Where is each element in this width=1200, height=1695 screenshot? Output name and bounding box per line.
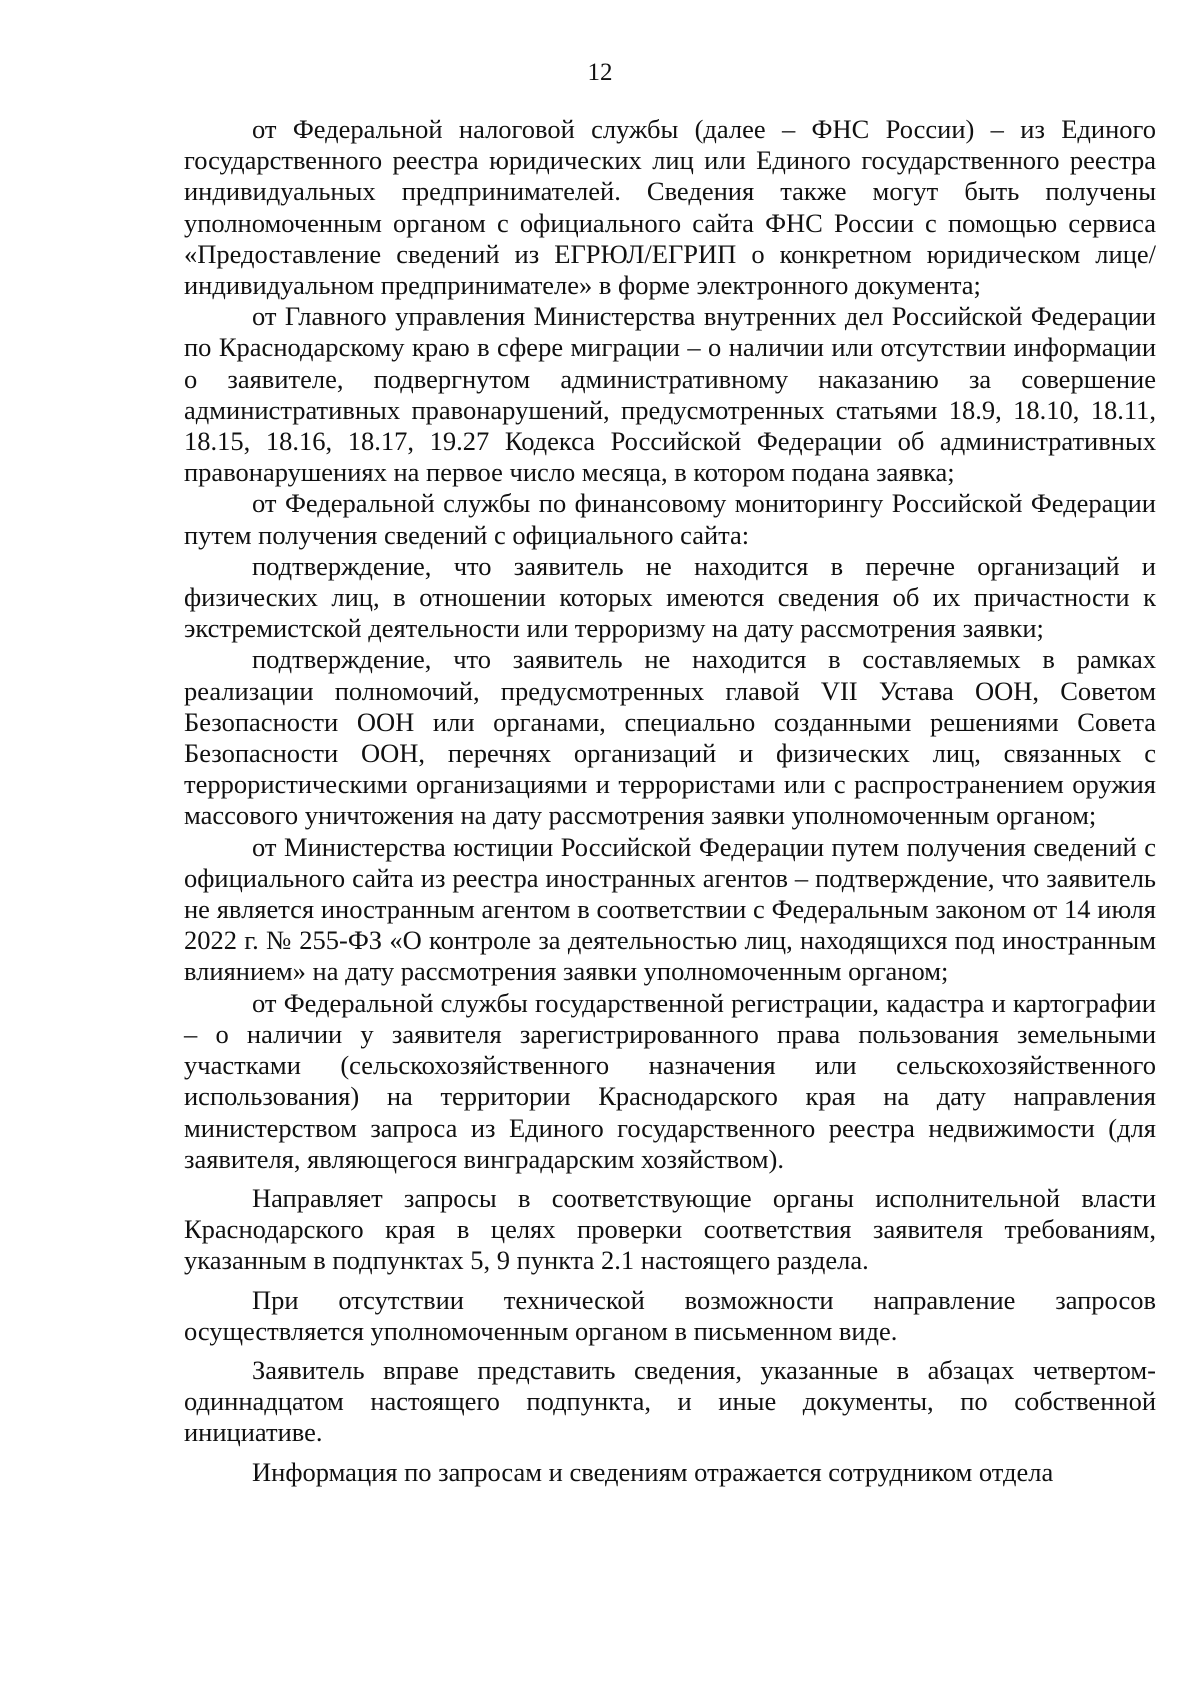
document-body bbox=[184, 114, 1156, 1488]
paragraph-regional-requests: Направляет запросы в соответствующие органы исполнительной власти Краснодарского края в целях проверки соответствия заявителя требованиям, указанным в подпунктах 5, 9 пункта 2.1 настоящего раздела. bbox=[184, 1182, 1156, 1276]
paragraph-applicant-initiative: Заявитель вправе представить сведения, указанные в абзацах четвертом-одиннадцатом настоящего подпункта, и иные документы, по собственной инициативе. bbox=[184, 1354, 1156, 1448]
paragraph-extremism-check: подтверждение, что заявитель не находится в перечне организаций и физических лиц, в отношении которых имеются сведения об их причастности к экстремистской деятельности или терроризму на дату рассмотрения заявки; bbox=[184, 550, 1156, 644]
page-number: 12 bbox=[587, 59, 613, 86]
paragraph-minjust-foreign-agents: от Министерства юстиции Российской Федерации путем получения сведений с официального сайта из реестра иностранных агентов – подтверждение, что заявитель не является иностранным агентом в соответствии с Федеральным законом от 14 июля 2022 г. № 255-ФЗ «О контроле за деятельностью лиц, находящихся под иностранным влиянием» на дату рассмотрения заявки уполномоченным органом; bbox=[184, 831, 1156, 987]
paragraph-un-sanctions-check: подтверждение, что заявитель не находится в составляемых в рамках реализации полномочий, предусмотренных главой VII Устава ООН, Советом Безопасности ООН или органами, специально созданными решениями Совета Безопасности ООН, перечнях организаций и физических лиц, связанных с террористическими организациями и террористами или с распространением оружия массового уничтожения на дату рассмотрения заявки уполномоченным органом; bbox=[184, 644, 1156, 831]
paragraph-rosreestr: от Федеральной службы государственной регистрации, кадастра и картографии – о наличии у заявителя зарегистрированного права пользования земельными участками (сельскохозяйственного назначения или сельскохозяйственного использования) на территории Краснодарского края на дату направления министерством запроса из Единого государственного реестра недвижимости (для заявителя, являющегося винградарским хозяйством). bbox=[184, 987, 1156, 1174]
paragraph-fns: от Федеральной налоговой службы (далее – ФНС России) – из Единого государственного реестра юридических лиц или Единого государственного реестра индивидуальных предпринимателей. Сведения также могут быть получены уполномоченным органом с официального сайта ФНС России с помощью сервиса «Предоставление сведений из ЕГРЮЛ/ЕГРИП о конкретном юридическом лице/индивидуальном предпринимателе» в форме электронного документа; bbox=[184, 114, 1156, 301]
paragraph-information-recording: Информация по запросам и сведениям отражается сотрудником отдела bbox=[252, 1456, 1054, 1487]
paragraph-mvd-migration: от Главного управления Министерства внутренних дел Российской Федерации по Краснодарскому краю в сфере миграции – о наличии или отсутствии информации о заявителе, подвергнутом административному наказанию за совершение административных правонарушений, предусмотренных статьями 18.9, 18.10, 18.11, 18.15, 18.16, 18.17, 19.27 Кодекса Российской Федерации об административных правонарушениях на первое число месяца, в котором подана заявка; bbox=[184, 301, 1156, 488]
paragraph-finmonitoring: от Федеральной службы по финансовому мониторингу Российской Федерации путем получения сведений с официального сайта: bbox=[184, 488, 1156, 550]
paragraph-paper-requests: При отсутствии технической возможности направление запросов осуществляется уполномоченным органом в письменном виде. bbox=[184, 1284, 1156, 1346]
